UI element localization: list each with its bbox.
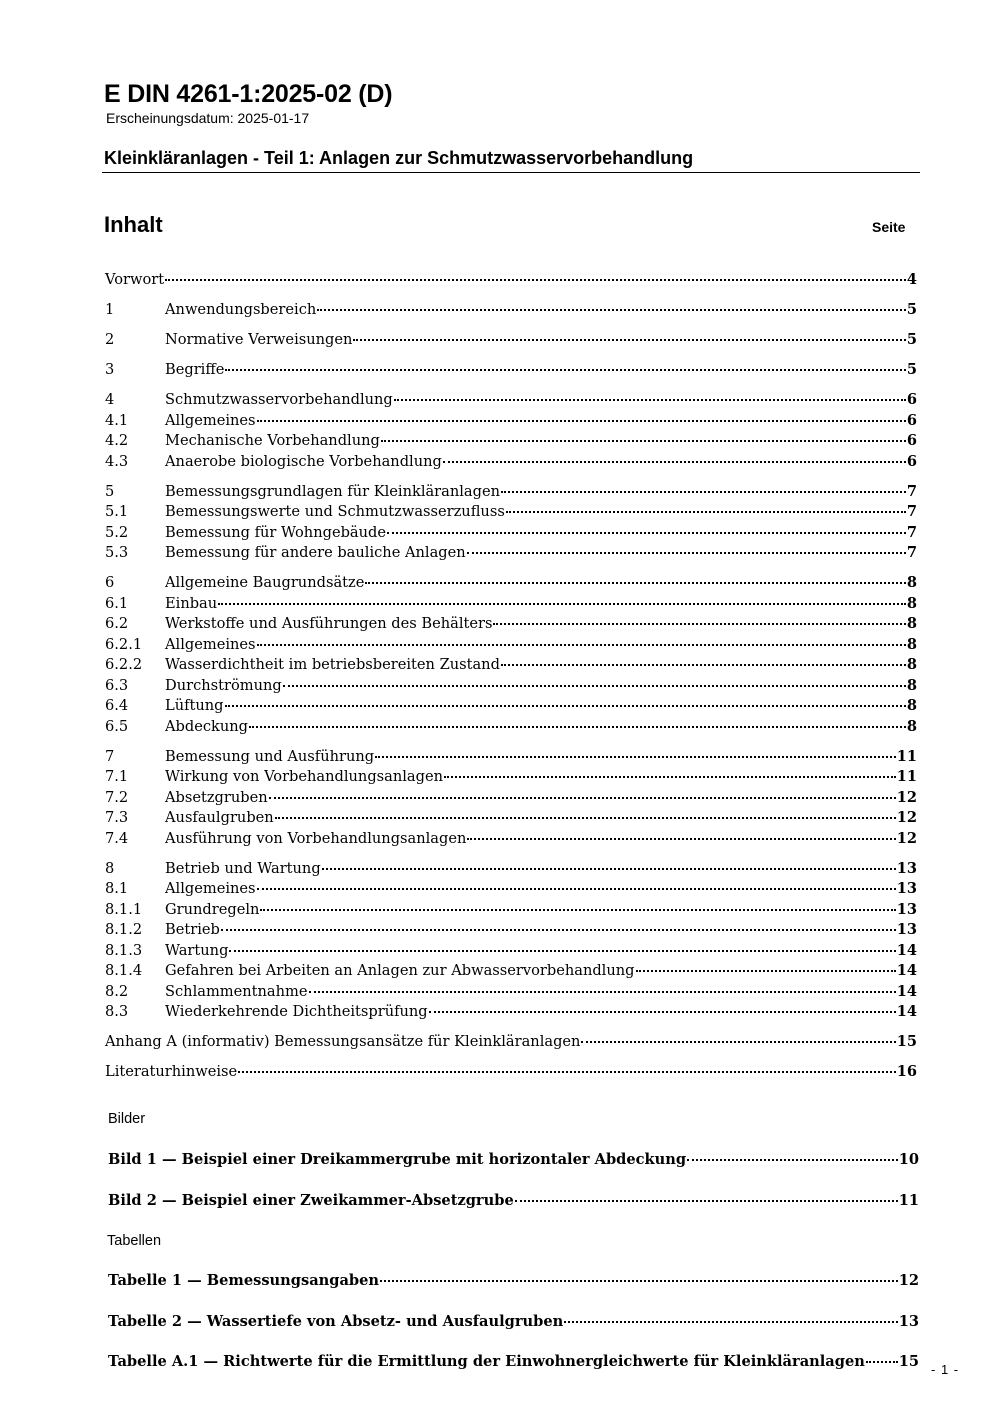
dot-leader: [375, 742, 896, 758]
toc-entry-number: 4.2: [105, 432, 129, 449]
toc-entry-page: 7: [906, 544, 917, 561]
toc-entry-number: 5: [105, 482, 115, 500]
toc-entry-title: Gefahren bei Arbeiten an Anlagen zur Abwasservorbehandlung: [165, 962, 635, 979]
toc-entry[interactable]: [105, 328, 917, 349]
toc-entry[interactable]: [108, 1189, 919, 1210]
toc-entry-number: 8.3: [105, 1003, 129, 1020]
dot-leader: [636, 956, 896, 972]
dot-leader: [225, 691, 906, 707]
toc-entry-title: Betrieb: [165, 921, 220, 938]
toc-entry-title: Bemessungswerte und Schmutzwasserzufluss: [165, 503, 505, 520]
toc-entry-page: 5: [906, 361, 917, 378]
toc-entry-page: 13: [896, 921, 917, 938]
toc-entry[interactable]: [105, 1000, 917, 1021]
toc-entry-number: 6.2: [105, 615, 129, 632]
toc-entry-page: 13: [896, 859, 917, 877]
dot-leader: [365, 568, 906, 584]
toc-entry[interactable]: [108, 1310, 919, 1331]
toc-entry-title: Wasserdichtheit im betriebsbereiten Zustand: [165, 656, 500, 673]
toc-entry-number: 6.4: [105, 697, 129, 714]
toc-entry-title: Bemessung für Wohngebäude: [165, 523, 387, 541]
toc-entry-page: 11: [898, 1191, 919, 1209]
dot-leader: [221, 915, 896, 931]
toc-entry-page: 10: [898, 1151, 919, 1168]
contents-heading: Inhalt: [104, 212, 163, 237]
dot-leader: [380, 1266, 898, 1282]
dot-leader: [493, 609, 905, 625]
toc-entry-page: 4: [906, 271, 917, 288]
toc-entry[interactable]: [105, 827, 917, 848]
tables-list: [108, 1269, 919, 1371]
toc-entry-page: 16: [896, 1063, 917, 1080]
dot-leader: [275, 803, 896, 819]
toc-entry-title: Bemessung für andere bauliche Anlagen: [165, 544, 466, 561]
dot-leader: [564, 1307, 897, 1323]
toc-entry-page: 15: [898, 1353, 919, 1370]
toc-entry[interactable]: [105, 268, 917, 289]
dot-leader: [229, 936, 895, 952]
dot-leader: [257, 406, 906, 422]
toc-entry-title: Bemessungsgrundlagen für Kleinkläranlagen: [165, 482, 501, 500]
toc-entry-number: 3: [105, 361, 115, 378]
dot-leader: [257, 874, 896, 890]
toc-entry-page: 8: [906, 656, 917, 673]
toc-entry-title: Allgemeines: [165, 411, 256, 429]
dot-leader: [218, 589, 906, 605]
document-id: E DIN 4261-1:2025-02 (D): [104, 80, 393, 108]
toc-entry-number: Vorwort: [105, 271, 165, 288]
toc-entry-number: 6.5: [105, 717, 129, 735]
toc-group: [105, 388, 917, 470]
toc-entry-number: 7.4: [105, 829, 129, 847]
toc-entry-title: Normative Verweisungen: [165, 331, 353, 348]
toc-entry-page: 8: [906, 676, 917, 694]
toc-entry-page: 5: [906, 301, 917, 318]
toc-entry-page: 12: [896, 788, 917, 806]
toc-entry-number: 4: [105, 391, 115, 408]
page-column-label: Seite: [872, 219, 906, 235]
dot-leader: [317, 295, 906, 311]
dot-leader: [515, 1186, 898, 1202]
dot-leader: [283, 671, 906, 687]
dot-leader: [506, 497, 906, 513]
toc-entry-title: Einbau: [165, 594, 218, 612]
dot-leader: [387, 518, 906, 534]
toc-entry-page: 14: [896, 1003, 917, 1020]
toc-entry-number: 1: [105, 301, 115, 318]
toc-entry-page: 8: [906, 697, 917, 714]
table-of-contents: [105, 268, 917, 1081]
toc-group: [105, 480, 917, 562]
toc-group: [105, 571, 917, 735]
toc-entry[interactable]: [105, 541, 917, 562]
toc-entry-title: Abdeckung: [165, 717, 249, 735]
toc-entry-title: Ausfaulgruben: [165, 809, 274, 826]
toc-entry-number: 4.3: [105, 452, 129, 470]
toc-entry-title: Wartung: [165, 941, 229, 959]
toc-entry-page: 14: [896, 962, 917, 979]
toc-entry-number: 8: [105, 859, 115, 877]
toc-entry[interactable]: [105, 358, 917, 379]
toc-entry-number: 8.1.4: [105, 962, 143, 979]
toc-group: [105, 298, 917, 319]
toc-entry-number: 5.3: [105, 544, 129, 561]
toc-entry-number: Literaturhinweise: [105, 1063, 238, 1080]
dot-leader: [501, 477, 906, 493]
toc-entry-number: 8.2: [105, 982, 129, 1000]
toc-entry-title: Bild 1 — Beispiel einer Dreikammergrube mit horizontaler Abdeckung: [108, 1151, 687, 1168]
publication-date: Erscheinungsdatum: 2025-01-17: [106, 110, 310, 126]
toc-entry-page: 5: [906, 331, 917, 348]
toc-entry-number: 7: [105, 747, 115, 765]
dot-leader: [581, 1027, 895, 1043]
dot-leader: [257, 630, 906, 646]
toc-entry-title: Tabelle 2 — Wassertiefe von Absetz- und Ausfaulgruben: [108, 1312, 564, 1330]
dot-leader: [687, 1145, 898, 1161]
toc-entry-title: Schmutzwasservorbehandlung: [165, 391, 393, 408]
toc-entry-page: 7: [906, 523, 917, 541]
toc-entry-page: 13: [896, 880, 917, 897]
dot-leader: [467, 538, 906, 554]
toc-entry[interactable]: [108, 1269, 919, 1290]
toc-entry-number: 6.3: [105, 676, 129, 694]
dot-leader: [269, 783, 896, 799]
toc-entry-number: 7.2: [105, 788, 129, 806]
toc-entry-page: 6: [906, 411, 917, 429]
toc-entry-number: 8.1.3: [105, 941, 143, 959]
toc-entry-title: Allgemeines: [165, 635, 256, 653]
toc-entry-title: Allgemeine Baugrundsätze: [165, 574, 365, 591]
toc-entry-number: 7.3: [105, 809, 129, 826]
dot-leader: [165, 265, 906, 281]
dot-leader: [238, 1057, 896, 1073]
toc-group: [105, 328, 917, 349]
toc-entry-page: 8: [906, 574, 917, 591]
toc-entry[interactable]: [105, 1030, 917, 1051]
toc-entry-title: Durchströmung: [165, 676, 282, 694]
toc-entry-title: Wirkung von Vorbehandlungsanlagen: [165, 768, 444, 785]
toc-entry-page: 8: [906, 594, 917, 612]
toc-entry-page: 15: [896, 1033, 917, 1050]
toc-entry-title: Grundregeln: [165, 900, 260, 918]
toc-entry-number: 6.1: [105, 594, 129, 612]
toc-entry-number: 5.2: [105, 523, 129, 541]
toc-entry-page: 7: [906, 503, 917, 520]
toc-entry-number: 6.2.2: [105, 656, 143, 673]
toc-entry-number: 8.1.2: [105, 921, 143, 938]
dot-leader: [353, 325, 905, 341]
toc-entry-title: Werkstoffe und Ausführungen des Behälters: [165, 615, 493, 632]
toc-entry-title: Mechanische Vorbehandlung: [165, 432, 380, 449]
toc-entry-page: 11: [896, 768, 917, 785]
toc-entry-title: Begriffe: [165, 361, 225, 378]
toc-entry-number: 7.1: [105, 768, 129, 785]
toc-entry-page: 14: [896, 982, 917, 1000]
toc-entry-number: 4.1: [105, 411, 129, 429]
toc-entry-page: 8: [906, 717, 917, 735]
dot-leader: [225, 355, 905, 371]
toc-entry-page: 6: [906, 391, 917, 408]
dot-leader: [381, 426, 906, 442]
dot-leader: [467, 824, 895, 840]
toc-entry[interactable]: [105, 450, 917, 471]
toc-entry-number: 6: [105, 574, 115, 591]
dot-leader: [444, 762, 896, 778]
toc-entry-page: 13: [896, 900, 917, 918]
page-number: - 1 -: [931, 1362, 960, 1377]
toc-entry-page: 8: [906, 615, 917, 632]
dot-leader: [394, 385, 906, 401]
toc-entry-title: Tabelle 1 — Bemessungsangaben: [108, 1272, 380, 1289]
dot-leader: [249, 712, 906, 728]
toc-entry[interactable]: [108, 1148, 919, 1169]
toc-entry-page: 11: [896, 747, 917, 765]
tables-heading: Tabellen: [107, 1233, 162, 1249]
toc-entry-title: Anaerobe biologische Vorbehandlung: [165, 452, 442, 470]
toc-entry-number: 5.1: [105, 503, 129, 520]
toc-entry-title: Bild 2 — Beispiel einer Zweikammer-Absetzgrube: [108, 1191, 514, 1209]
toc-entry-number: 6.2.1: [105, 635, 143, 653]
dot-leader: [429, 997, 896, 1013]
toc-entry-page: 13: [898, 1312, 919, 1330]
toc-entry[interactable]: [108, 1350, 919, 1371]
toc-entry-title: Wiederkehrende Dichtheitsprüfung: [165, 1003, 428, 1020]
toc-entry-title: Bemessung und Ausführung: [165, 747, 375, 765]
toc-group: [105, 358, 917, 379]
dot-leader: [322, 854, 896, 870]
title-rule: [102, 172, 920, 173]
toc-group: [105, 1060, 917, 1081]
toc-entry-page: 12: [896, 809, 917, 826]
toc-group: [105, 745, 917, 848]
toc-entry-page: 7: [906, 482, 917, 500]
document-subtitle: Kleinkläranlagen - Teil 1: Anlagen zur Schmutzwasservorbehandlung: [104, 148, 694, 168]
toc-group: [105, 857, 917, 1021]
toc-entry-page: 8: [906, 635, 917, 653]
dot-leader: [260, 895, 895, 911]
toc-entry-number: 8.1.1: [105, 900, 143, 918]
toc-entry-number: 2: [105, 331, 115, 348]
dot-leader: [501, 650, 906, 666]
toc-entry-page: 12: [896, 829, 917, 847]
toc-entry-page: 12: [898, 1272, 919, 1289]
toc-entry-page: 6: [906, 432, 917, 449]
toc-entry-title: Lüftung: [165, 697, 224, 714]
toc-entry-title: Betrieb und Wartung: [165, 859, 321, 877]
figures-list: [108, 1148, 919, 1209]
toc-entry-page: 14: [896, 941, 917, 959]
toc-entry-title: Absetzgruben: [165, 788, 268, 806]
figures-heading: Bilder: [108, 1111, 146, 1127]
toc-entry[interactable]: [105, 1060, 917, 1081]
toc-entry-title: Anwendungsbereich: [165, 301, 317, 318]
toc-entry-title: Ausführung von Vorbehandlungsanlagen: [165, 829, 467, 847]
toc-entry[interactable]: [105, 715, 917, 736]
toc-entry[interactable]: [105, 298, 917, 319]
toc-group: [105, 1030, 917, 1051]
dot-leader: [866, 1347, 898, 1363]
toc-entry-number: 8.1: [105, 880, 129, 897]
toc-entry-page: 6: [906, 452, 917, 470]
toc-entry-title: Schlammentnahme: [165, 982, 308, 1000]
dot-leader: [309, 977, 896, 993]
toc-entry-number: Anhang A (informativ) Bemessungsansätze für Kleinkläranlagen: [105, 1033, 581, 1050]
toc-group: [105, 268, 917, 289]
dot-leader: [443, 447, 906, 463]
toc-entry-title: Tabelle A.1 — Richtwerte für die Ermittlung der Einwohnergleichwerte für Kleinkläranlagen: [108, 1353, 865, 1370]
toc-entry-title: Allgemeines: [165, 880, 256, 897]
